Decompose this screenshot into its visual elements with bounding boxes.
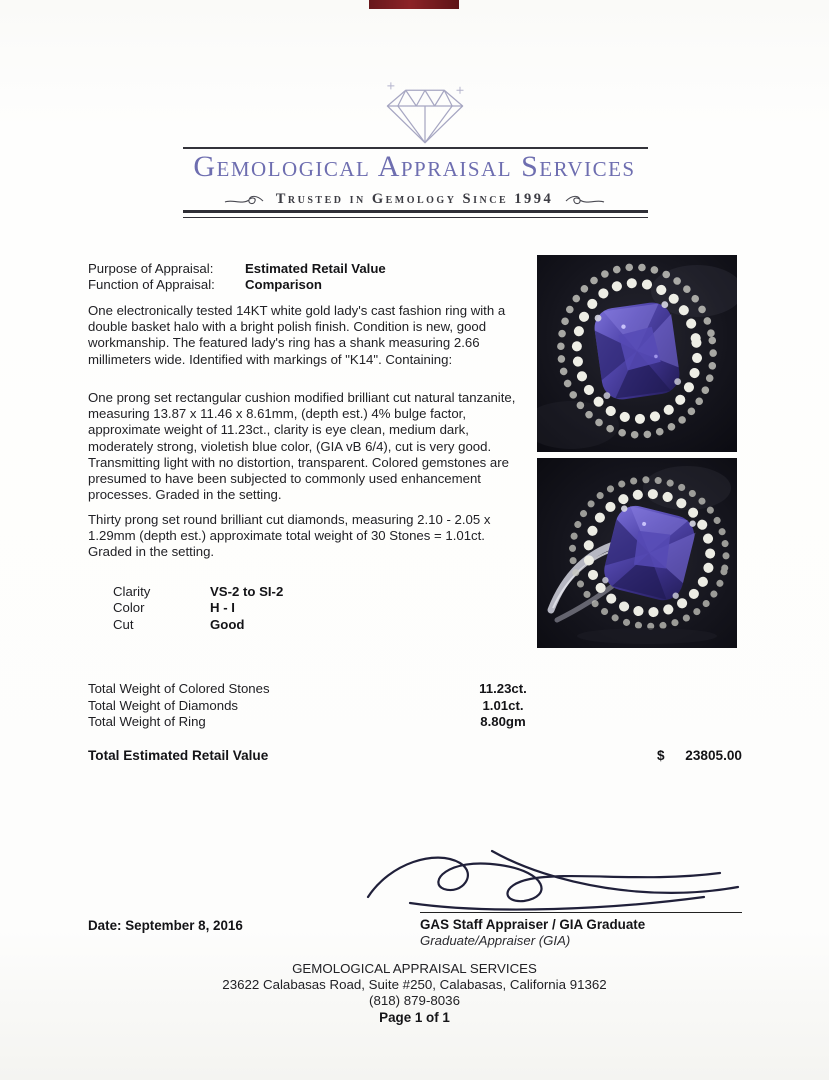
- signature-rule: [420, 912, 742, 913]
- function-row: [88, 277, 386, 293]
- color-value: H - I: [210, 600, 235, 616]
- purpose-row: [88, 261, 386, 277]
- footer: [0, 961, 829, 1010]
- total-diamonds-label: Total Weight of Diamonds: [88, 697, 239, 713]
- ring-photo-side-view: [537, 458, 737, 648]
- total-diamonds-value: 1.01ct.: [482, 697, 524, 713]
- page-number: Page 1 of 1: [379, 1010, 450, 1025]
- function-label: Function of Appraisal:: [88, 276, 215, 292]
- retail-amount: 23805.00: [685, 748, 742, 763]
- total-diamonds-row: [88, 698, 548, 715]
- brand-title: Gemological Appraisal Services: [193, 150, 636, 183]
- grade-row-clarity: [113, 584, 283, 600]
- function-value: Comparison: [245, 276, 322, 292]
- ring-photo-top-view: [537, 255, 737, 452]
- signer-title: GAS Staff Appraiser / GIA Graduate: [420, 917, 646, 932]
- flourish-right-icon: [565, 193, 605, 207]
- total-colored-stones-row: [88, 681, 548, 698]
- footer-company: GEMOLOGICAL APPRAISAL SERVICES: [292, 961, 537, 976]
- cut-value: Good: [210, 616, 245, 632]
- diamond-logo-icon: [376, 78, 474, 148]
- total-ring-weight-row: [88, 714, 548, 731]
- clarity-label: Clarity: [113, 584, 151, 599]
- cut-label: Cut: [113, 616, 134, 632]
- clarity-value: VS-2 to SI-2: [210, 584, 284, 599]
- total-colored-stones-value: 11.23ct.: [479, 681, 527, 696]
- total-ring-weight-label: Total Weight of Ring: [88, 714, 206, 730]
- brand-tagline: Trusted in Gemology Since 1994: [275, 191, 554, 207]
- diamond-grade-table: [113, 584, 283, 633]
- footer-address: 23622 Calabasas Road, Suite #250, Calabasas, California 91362: [222, 977, 607, 993]
- appraisal-date: Date: September 8, 2016: [88, 918, 243, 933]
- appraisal-meta: [88, 261, 386, 293]
- appraiser-signature-image: [352, 843, 750, 917]
- total-ring-weight-value: 8.80gm: [480, 714, 526, 730]
- purpose-value: Estimated Retail Value: [245, 261, 386, 276]
- description-paragraph-tanzanite: One prong set rectangular cushion modified brilliant cut natural tanzanite, measuring 13.87 x 11.46 x 8.61mm, (depth est.) 4% bulge factor, approximate weight of 11.23ct., clarity is eye clean, medium dark, moderately strong, violetish blue color, (GIA vB 6/4), cut is very good. Transmitting light with no distortion, transparent. Colored gemstones are presumed to have been subjected to commonly used enhancement processes. Graded in the setting.: [88, 390, 516, 503]
- purpose-label: Purpose of Appraisal:: [88, 261, 214, 276]
- header-rule-bottom: [183, 210, 648, 218]
- retail-value-label: Total Estimated Retail Value: [88, 748, 269, 763]
- flourish-left-icon: [224, 193, 264, 207]
- grade-row-cut: [113, 617, 283, 633]
- total-colored-stones-label: Total Weight of Colored Stones: [88, 681, 270, 696]
- scan-top-bar: [369, 0, 459, 9]
- description-paragraph-diamonds: Thirty prong set round brilliant cut diamonds, measuring 2.10 - 2.05 x 1.29mm (depth est.) approximate total weight of 30 Stones = 1.01ct. Graded in the setting.: [88, 512, 491, 560]
- description-paragraph-ring: One electronically tested 14KT white gold lady's cast fashion ring with a double basket halo with a bright polish finish. Condition is new, good workmanship. The featured lady's ring has a shank measuring 2.66 millimeters wide. Identified with markings of "K14". Containing:: [88, 303, 506, 367]
- signer-subtitle: Graduate/Appraiser (GIA): [420, 933, 571, 948]
- weight-totals: [88, 681, 548, 731]
- retail-currency: $: [657, 748, 665, 763]
- color-label: Color: [113, 600, 145, 616]
- grade-row-color: [113, 600, 283, 616]
- brand-tagline-row: [0, 191, 829, 208]
- header-rule-top: [183, 147, 648, 149]
- footer-phone: (818) 879-8036: [369, 993, 460, 1009]
